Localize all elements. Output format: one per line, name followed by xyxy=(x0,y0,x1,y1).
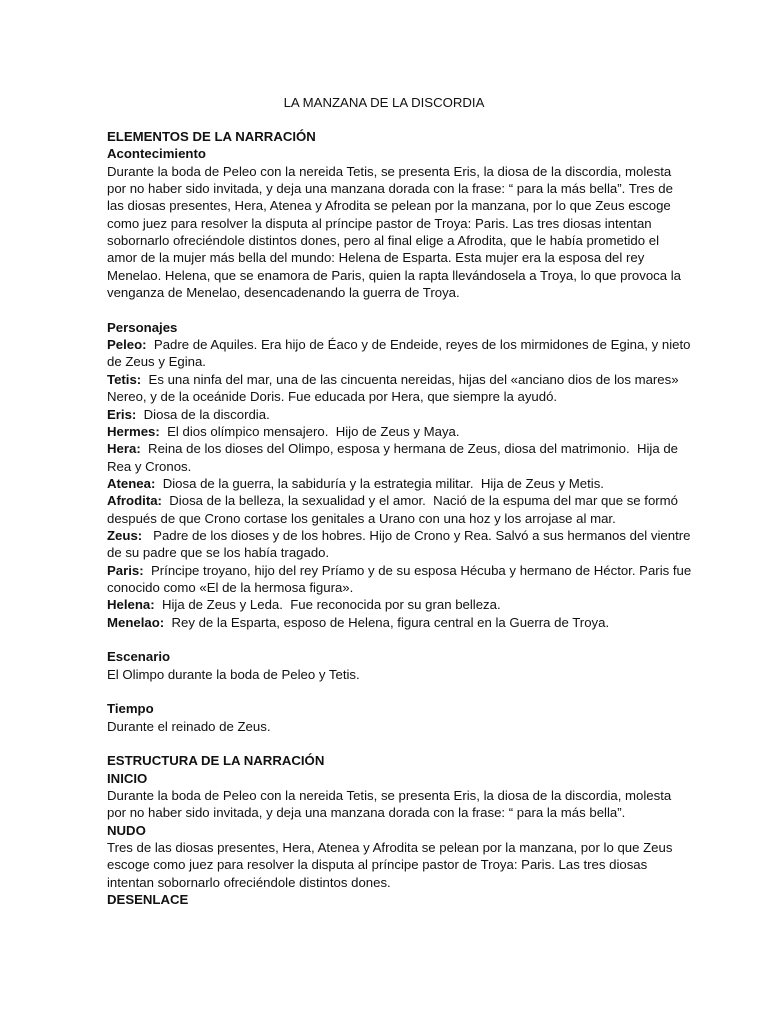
text-line: como juez para resolver la disputa al príncipe pastor de Troya: Paris. Las tres diosas intentan xyxy=(107,215,652,231)
character-name: Tetis: xyxy=(107,371,142,387)
character-desc: Padre de Aquiles. Era hijo de Éaco y de Endeide, reyes de los mirmidones de Egina, y nieto xyxy=(146,337,691,353)
escenario-text: El Olimpo durante la boda de Peleo y Tetis. xyxy=(107,666,360,682)
character-name: Hera: xyxy=(107,441,141,457)
character-desc: después de que Crono cortase los genitales a Urano con una hoz y los arrojase al mar. xyxy=(107,510,616,526)
subheading-inicio: INICIO xyxy=(107,770,148,786)
character-helena xyxy=(107,596,667,613)
character-desc: Nereo, y de la oceánide Doris. Fue educada por Hera, que siempre la ayudó. xyxy=(107,389,558,405)
character-menelao xyxy=(107,614,667,631)
character-desc: Diosa de la guerra, la sabiduría y la estrategia militar. Hija de Zeus y Metis. xyxy=(155,475,604,491)
character-desc: Príncipe troyano, hijo del rey Príamo y de su esposa Hécuba y hermano de Héctor. Paris fue xyxy=(143,562,692,578)
character-name: Afrodita: xyxy=(107,493,162,509)
text-line: Tres de las diosas presentes, Hera, Atenea y Afrodita se pelean por la manzana, por lo que Zeus xyxy=(107,840,673,856)
text-line: las diosas presentes, Hera, Atenea y Afrodita se pelean por la manzana, por lo que Zeus escoge xyxy=(107,198,671,214)
character-paris xyxy=(107,562,692,597)
document-title: LA MANZANA DE LA DISCORDIA xyxy=(283,95,485,110)
character-zeus xyxy=(107,527,691,562)
character-atenea xyxy=(107,475,667,492)
character-name: Eris: xyxy=(107,406,137,422)
character-desc: Reina de los dioses del Olimpo, esposa y hermana de Zeus, diosa del matrimonio. Hija de xyxy=(140,441,679,457)
section-heading-elementos: ELEMENTOS DE LA NARRACIÓN xyxy=(107,129,316,144)
subheading-nudo: NUDO xyxy=(107,822,146,838)
text-line: escoge como juez para resolver la disputa al príncipe pastor de Troya: Paris. Las tres diosas xyxy=(107,857,648,873)
character-tetis xyxy=(107,371,679,406)
text-line: por no haber sido invitada, y deja una manzana dorada con la frase: “ para la más bella”. Tres de xyxy=(107,181,673,197)
character-name: Peleo: xyxy=(107,337,147,353)
character-desc: de Zeus y Egina. xyxy=(107,354,206,370)
character-desc: Diosa de la discordia. xyxy=(136,406,270,422)
text-line: Durante la boda de Peleo con la nereida Tetis, se presenta Eris, la diosa de la discordia, molesta xyxy=(107,788,672,804)
character-peleo xyxy=(107,336,691,371)
character-desc: Rea y Cronos. xyxy=(107,458,192,474)
character-desc: Diosa de la belleza, la sexualidad y el amor. Nació de la espuma del mar que se formó xyxy=(161,493,679,509)
subheading-tiempo: Tiempo xyxy=(107,701,154,717)
character-hera xyxy=(107,440,679,475)
text-line: venganza de Menelao, desencadenando la guerra de Troya. xyxy=(107,285,460,301)
subheading-acontecimiento: Acontecimiento xyxy=(107,146,206,162)
character-desc: Padre de los dioses y de los hobres. Hijo de Crono y Rea. Salvó a sus hermanos del vientre xyxy=(142,527,691,543)
character-desc: Hija de Zeus y Leda. Fue reconocida por su gran belleza. xyxy=(154,597,501,613)
character-afrodita xyxy=(107,492,679,527)
character-name: Hermes: xyxy=(107,423,160,439)
text-line: amor de la mujer más bella del mundo: Helena de Esparta. Esta mujer era la esposa del rey xyxy=(107,250,645,266)
character-name: Helena: xyxy=(107,597,155,613)
text-line: sobornarlo ofreciéndole distintos dones, pero al final elige a Afrodita, que le había prometido el xyxy=(107,233,660,249)
character-name: Zeus: xyxy=(107,527,143,543)
character-name: Atenea: xyxy=(107,475,156,491)
character-name: Menelao: xyxy=(107,614,165,630)
section-heading-estructura: ESTRUCTURA DE LA NARRACIÓN xyxy=(107,753,325,769)
subheading-escenario: Escenario xyxy=(107,649,171,665)
character-name: Paris: xyxy=(107,562,144,578)
text-line: intentan sobornarlo ofreciéndole distintos dones. xyxy=(107,874,391,890)
text-line: Durante la boda de Peleo con la nereida Tetis, se presenta Eris, la diosa de la discordia, molesta xyxy=(107,163,672,179)
text-line: por no haber sido invitada, y deja una manzana dorada con la frase: “ para la más bella”. xyxy=(107,805,626,821)
subheading-personajes: Personajes xyxy=(107,319,178,335)
character-desc: conocido como «El de la hermosa figura». xyxy=(107,579,354,595)
character-desc: Es una ninfa del mar, una de las cincuenta nereidas, hijas del «anciano dios de los mares» xyxy=(141,371,679,387)
text-line: Menelao. Helena, que se enamora de Paris, quien la rapta llevándosela a Troya, lo que provoca la xyxy=(107,267,682,283)
character-list xyxy=(107,336,692,631)
document-body xyxy=(107,128,692,908)
character-desc: Rey de la Esparta, esposo de Helena, figura central en la Guerra de Troya. xyxy=(164,614,610,630)
subheading-desenlace: DESENLACE xyxy=(107,892,189,908)
paragraph-acontecimiento xyxy=(107,163,682,302)
character-hermes xyxy=(107,423,667,440)
tiempo-text: Durante el reinado de Zeus. xyxy=(107,718,271,734)
character-eris xyxy=(107,406,667,423)
character-desc: de su padre que se los había tragado. xyxy=(107,545,330,561)
character-desc: El dios olímpico mensajero. Hijo de Zeus y Maya. xyxy=(159,423,460,439)
